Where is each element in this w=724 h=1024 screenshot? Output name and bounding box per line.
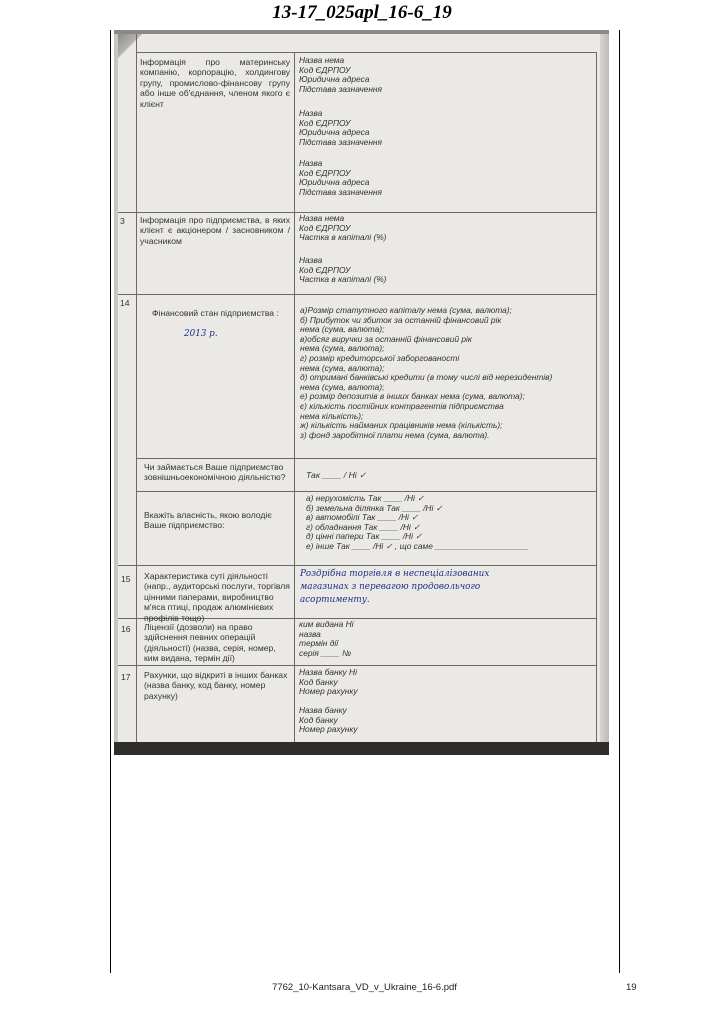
handwritten-year: 2013 р. (184, 329, 218, 339)
parent-group-2: Назва Код ЄДРПОУ Юридична адреса Підстава зазначення (299, 108, 383, 147)
page-left-rule (110, 30, 111, 973)
row-number-13: 3 (120, 216, 125, 226)
row-number-14: 14 (120, 298, 130, 308)
license-lines: ким видана Ні назва термін дії серія ____ № (299, 619, 354, 658)
form-paper (118, 34, 600, 742)
row-number-16: 16 (121, 624, 131, 634)
document-header: 13-17_025apl_16-6_19 (272, 2, 452, 23)
page-right-rule (619, 30, 620, 973)
num-column-line (136, 34, 137, 742)
parent-name-1: Назва нема (299, 55, 345, 65)
right-border-line (596, 52, 597, 742)
subsidiary-group-1: Назва нема Код ЄДРПОУ Частка в капіталі (%) (299, 213, 387, 243)
scanned-form-image (114, 30, 609, 755)
foreign-activity-answer: Так ____ / Ні ✓ (306, 470, 367, 480)
parent-group-1: Назва нема Код ЄДРПОУ Юридична адреса Підстава зазначення (299, 55, 383, 94)
row-number-15: 15 (121, 574, 131, 584)
subsidiary-group-2: Назва Код ЄДРПОУ Частка в капіталі (%) (299, 255, 387, 285)
footer-page-number: 19 (626, 982, 637, 993)
label-column-line (294, 52, 295, 742)
activity-description-label: Характеристика суті діяльності (напр., аудиторські послуги, торгівля цінними паперами, виробництво м'яса птиці, продаж алюмінієвих профілів тощо) (144, 571, 290, 623)
row-number-17: 17 (121, 672, 131, 682)
financial-lines: а)Розмір статутного капіталу нема (сума, валюта); б) Прибуток чи збиток за останній фінансовий рік нема (сума, валюта); в)обсяг виручки за останній фінансовий рік нема (сума, валюта); г) розмір кредиторської заборгованості нема (сума, валюта); д) отримані банківські кредити (в тому числі від нерезидентів) нема (сума, валюта); е) розмір депозитів в інших банках нема (сума, валюта); є) кількість постійних контрагентів підприємства нема кількість); ж) кількість найманих працівників нема (кількість); з) фонд заробітної плати нема (сума, валюта). (300, 305, 553, 440)
handwritten-activity: Роздрібна торгівля в неспеціалізованих магазинах з перевагою продовольчого асортименту. (300, 569, 490, 605)
bank-group-1: Назва банку Ні Код банку Номер рахунку (299, 667, 358, 697)
property-question: Вкажіть власність, якою володіє Ваше підприємство: (144, 510, 272, 531)
footer-filename: 7762_10-Kantsara_VD_v_Ukraine_16-6.pdf (272, 982, 457, 993)
property-lines: а) нерухомість Так ____ /Ні ✓ б) земельна ділянка Так ____ /Ні ✓ в) автомобілі Так ____ /Ні ✓ г) обладнання Так ____ /Ні ✓ д) цінні папери Так ____ /Ні ✓ е) інше Так ____ /Ні ✓ , що саме ____________________ (306, 493, 529, 551)
folded-corner (118, 34, 142, 58)
parent-group-3: Назва Код ЄДРПОУ Юридична адреса Підстава зазначення (299, 158, 383, 197)
licenses-label: Ліцензії (дозволи) на право здійснення певних операцій (діяльності) (назва, серія, номер, ким видана, термін дії) (144, 622, 276, 664)
bank-group-2: Назва банку Код банку Номер рахунку (299, 705, 358, 735)
bank-accounts-label: Рахунки, що відкриті в інших банках (назва банку, код банку, номер рахунку) (144, 670, 288, 701)
subsidiaries-label: Інформація про підприємства, в яких клієнт є акціонером / засновником / учасником (140, 215, 290, 246)
foreign-activity-question: Чи займається Ваше підприємство зовнішньоекономічною діяльністю? (144, 462, 286, 483)
parent-company-label: Інформація про материнську компанію, корпорацію, холдингову групу, промислово-фінансову групу або інше об'єднання, членом якого є клієнт (140, 57, 290, 109)
financial-state-label: Фінансовий стан підприємства : (152, 308, 279, 318)
